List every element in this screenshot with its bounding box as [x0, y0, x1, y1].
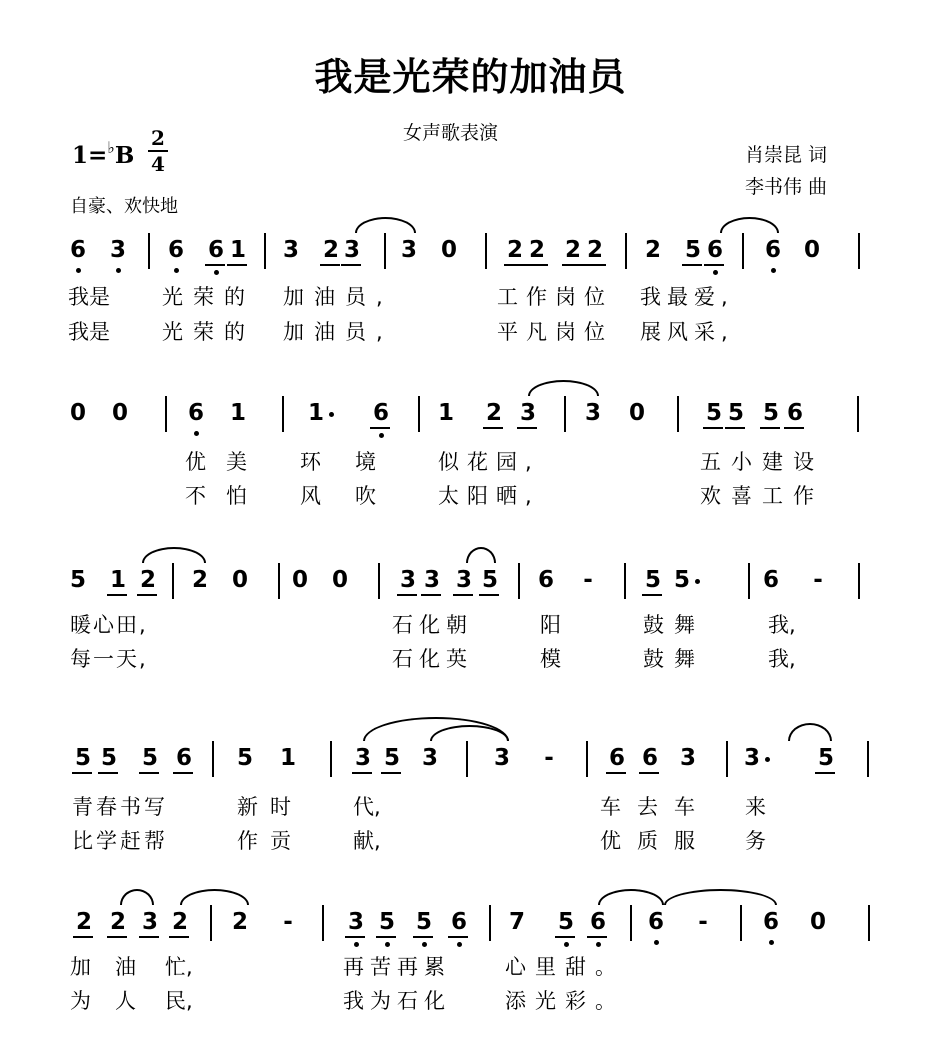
time-sig-bottom: 4: [151, 152, 165, 176]
underline: [376, 936, 396, 938]
note: 2: [564, 237, 581, 263]
underline: [682, 264, 702, 266]
note: 6: [175, 745, 192, 771]
slur: [664, 889, 777, 905]
underline: [227, 264, 247, 266]
barline: [625, 233, 627, 269]
lyric: 暖心田,: [70, 613, 148, 637]
underline: [397, 594, 417, 596]
lyric: 太阳晒,: [438, 484, 540, 508]
underline: [606, 772, 626, 774]
lyric: 加油员,: [283, 320, 393, 344]
barline: [518, 563, 520, 599]
rest: 0: [803, 237, 820, 263]
note: 3: [679, 745, 696, 771]
underline: [703, 427, 723, 429]
note: 6: [706, 237, 723, 263]
barline: [148, 233, 150, 269]
note: 3: [347, 909, 364, 935]
slur: [720, 217, 779, 233]
barline: [586, 741, 588, 777]
note: 3: [493, 745, 510, 771]
lyric: 石化英: [392, 647, 473, 671]
note: 3: [399, 567, 416, 593]
note: 2: [322, 237, 339, 263]
underline: [815, 772, 835, 774]
underline: [421, 594, 441, 596]
lyric: 我为石化: [343, 989, 451, 1013]
slur: [598, 889, 664, 905]
note: 6: [762, 909, 779, 935]
barline: [330, 741, 332, 777]
low-octave-dot: [654, 940, 659, 945]
low-octave-dot: [771, 268, 776, 273]
lyric: 为人: [70, 989, 160, 1013]
lyric: 鼓舞: [643, 647, 705, 671]
lyric: 光荣的: [162, 320, 255, 344]
underline: [453, 594, 473, 596]
underline: [704, 264, 724, 266]
lyric: 光荣的: [162, 285, 255, 309]
underline: [341, 264, 361, 266]
underline: [345, 936, 365, 938]
low-octave-dot: [713, 270, 718, 275]
barline: [867, 741, 869, 777]
note: 1: [229, 237, 246, 263]
note: 5: [705, 400, 722, 426]
note: 6: [762, 567, 779, 593]
underline: [504, 264, 526, 266]
lyric: 石化朝: [392, 613, 473, 637]
slur: [120, 889, 154, 905]
lyric: 鼓舞: [643, 613, 705, 637]
rest: 0: [69, 400, 86, 426]
augmentation-dot: [329, 412, 334, 417]
low-octave-dot: [194, 431, 199, 436]
lyric: 工作岗位: [497, 285, 613, 309]
lyric: 每一天,: [70, 647, 148, 671]
lyric: 我是: [68, 285, 110, 309]
dash: -: [283, 909, 293, 935]
lyric: 新时: [237, 795, 303, 819]
note: 3: [423, 567, 440, 593]
lyric: 加油员,: [283, 285, 393, 309]
augmentation-dot: [765, 757, 770, 762]
lyric: 添光彩。: [505, 989, 625, 1013]
note: 5: [383, 745, 400, 771]
underline: [205, 264, 225, 266]
underline: [479, 594, 499, 596]
note: 2: [528, 237, 545, 263]
slur: [466, 547, 496, 563]
underline: [483, 427, 503, 429]
note: 3: [519, 400, 536, 426]
barline: [172, 563, 174, 599]
dash: -: [544, 745, 554, 771]
note: 2: [191, 567, 208, 593]
note: 5: [415, 909, 432, 935]
note: 5: [100, 745, 117, 771]
note: 3: [400, 237, 417, 263]
lyric: 我最爱,: [640, 285, 734, 309]
dash: -: [698, 909, 708, 935]
note: 2: [586, 237, 603, 263]
underline: [72, 772, 92, 774]
underline: [413, 936, 433, 938]
underline: [639, 772, 659, 774]
note: 5: [762, 400, 779, 426]
lyric: 我,: [768, 647, 796, 671]
lyric: 青春书写: [72, 795, 168, 819]
note: 3: [354, 745, 371, 771]
note: 6: [537, 567, 554, 593]
low-octave-dot: [116, 268, 121, 273]
note: 1: [307, 400, 324, 426]
barline: [677, 396, 679, 432]
note: 5: [69, 567, 86, 593]
low-octave-dot: [422, 942, 427, 947]
low-octave-dot: [76, 268, 81, 273]
rest: 0: [111, 400, 128, 426]
barline: [466, 741, 468, 777]
song-title: 我是光荣的加油员: [314, 55, 627, 99]
slur: [528, 380, 599, 396]
lyric: 阳: [540, 613, 561, 637]
note: 3: [282, 237, 299, 263]
time-sig-top: 2: [151, 126, 165, 150]
underline: [352, 772, 372, 774]
note: 6: [167, 237, 184, 263]
rest: 0: [231, 567, 248, 593]
lyric: 民,: [165, 989, 193, 1013]
rest: 0: [331, 567, 348, 593]
note: 5: [644, 567, 661, 593]
slur: [788, 723, 832, 741]
lyric: 欢喜工作: [700, 484, 824, 508]
note: 6: [589, 909, 606, 935]
underline: [587, 936, 607, 938]
underline: [107, 936, 127, 938]
barline: [726, 741, 728, 777]
lyric: 忙,: [165, 955, 193, 979]
underline: [584, 264, 606, 266]
note: 2: [171, 909, 188, 935]
note: 6: [641, 745, 658, 771]
barline: [384, 233, 386, 269]
note: 3: [141, 909, 158, 935]
underline: [139, 936, 159, 938]
underline: [169, 936, 189, 938]
note: 5: [557, 909, 574, 935]
barline: [858, 233, 860, 269]
lyric: 车去车: [600, 795, 711, 819]
barline: [418, 396, 420, 432]
underline: [784, 427, 804, 429]
lyric: 展风采,: [640, 320, 734, 344]
note: 5: [684, 237, 701, 263]
underline: [517, 427, 537, 429]
note: 5: [378, 909, 395, 935]
composer-credit: 李书伟 曲: [745, 176, 828, 198]
lyric: 五小建设: [700, 450, 824, 474]
note: 1: [279, 745, 296, 771]
lyric: 比学赶帮: [72, 829, 168, 853]
note: 3: [109, 237, 126, 263]
underline: [725, 427, 745, 429]
underline: [370, 427, 390, 429]
barline: [378, 563, 380, 599]
barline: [322, 905, 324, 941]
note: 5: [74, 745, 91, 771]
lyric: 献,: [353, 829, 381, 853]
tempo-marking: 自豪、欢快地: [70, 196, 178, 217]
lyric: 来: [745, 795, 766, 819]
lyric: 模: [540, 647, 561, 671]
note: 3: [743, 745, 760, 771]
lyric: 我是: [68, 320, 110, 344]
lyric: 平凡岗位: [497, 320, 613, 344]
barline: [282, 396, 284, 432]
note: 2: [506, 237, 523, 263]
lyric: 环境: [300, 450, 410, 474]
low-octave-dot: [174, 268, 179, 273]
rest: 0: [809, 909, 826, 935]
barline: [212, 741, 214, 777]
note: 6: [372, 400, 389, 426]
lyric: 似花园,: [438, 450, 540, 474]
lyric: 务: [745, 829, 766, 853]
note: 3: [343, 237, 360, 263]
barline: [210, 905, 212, 941]
low-octave-dot: [769, 940, 774, 945]
dash: -: [583, 567, 593, 593]
barline: [485, 233, 487, 269]
underline: [381, 772, 401, 774]
note: 7: [508, 909, 525, 935]
note: 5: [727, 400, 744, 426]
low-octave-dot: [214, 270, 219, 275]
low-octave-dot: [564, 942, 569, 947]
note: 6: [69, 237, 86, 263]
barline: [868, 905, 870, 941]
underline: [107, 594, 127, 596]
lyric: 再苦再累: [343, 955, 451, 979]
note: 6: [647, 909, 664, 935]
barline: [630, 905, 632, 941]
rest: 0: [628, 400, 645, 426]
barline: [278, 563, 280, 599]
lyric: 风吹: [300, 484, 410, 508]
note: 6: [450, 909, 467, 935]
barline: [564, 396, 566, 432]
underline: [173, 772, 193, 774]
augmentation-dot: [695, 579, 700, 584]
low-octave-dot: [385, 942, 390, 947]
barline: [742, 233, 744, 269]
barline: [858, 563, 860, 599]
note: 6: [786, 400, 803, 426]
performance-note: 女声歌表演: [403, 122, 499, 144]
barline: [165, 396, 167, 432]
slur: [355, 217, 416, 233]
note: 5: [481, 567, 498, 593]
barline: [748, 563, 750, 599]
note: 6: [207, 237, 224, 263]
barline: [264, 233, 266, 269]
note: 2: [75, 909, 92, 935]
underline: [448, 936, 468, 938]
slur: [142, 547, 206, 563]
underline: [555, 936, 575, 938]
dash: -: [813, 567, 823, 593]
underline: [562, 264, 584, 266]
lyric: 我,: [768, 613, 796, 637]
underline: [137, 594, 157, 596]
note: 1: [437, 400, 454, 426]
note: 6: [764, 237, 781, 263]
note: 5: [236, 745, 253, 771]
underline: [139, 772, 159, 774]
note: 5: [817, 745, 834, 771]
note: 6: [608, 745, 625, 771]
rest: 0: [440, 237, 457, 263]
underline: [98, 772, 118, 774]
underline: [642, 594, 662, 596]
note: 6: [187, 400, 204, 426]
underline: [526, 264, 548, 266]
low-octave-dot: [457, 942, 462, 947]
lyric: 优质服: [600, 829, 711, 853]
lyricist-credit: 肖崇昆 词: [745, 144, 828, 166]
lyric: 心里甜。: [505, 955, 625, 979]
note: 5: [673, 567, 690, 593]
note: 2: [139, 567, 156, 593]
barline: [740, 905, 742, 941]
note: 3: [584, 400, 601, 426]
underline: [760, 427, 780, 429]
low-octave-dot: [354, 942, 359, 947]
underline: [73, 936, 93, 938]
low-octave-dot: [379, 433, 384, 438]
note: 5: [141, 745, 158, 771]
barline: [624, 563, 626, 599]
lyric: 作贡: [237, 829, 303, 853]
note: 3: [421, 745, 438, 771]
lyric: 加油: [70, 955, 160, 979]
note: 3: [455, 567, 472, 593]
lyric: 代,: [353, 795, 381, 819]
time-signature: [148, 128, 168, 174]
rest: 0: [291, 567, 308, 593]
low-octave-dot: [596, 942, 601, 947]
note: 2: [109, 909, 126, 935]
note: 2: [644, 237, 661, 263]
note: 1: [109, 567, 126, 593]
note: 2: [485, 400, 502, 426]
lyric: 不怕: [185, 484, 267, 508]
key-signature: 1=♭B: [72, 138, 135, 169]
slur: [180, 889, 249, 905]
note: 1: [229, 400, 246, 426]
lyric: 优美: [185, 450, 267, 474]
note: 2: [231, 909, 248, 935]
underline: [320, 264, 340, 266]
barline: [857, 396, 859, 432]
barline: [489, 905, 491, 941]
